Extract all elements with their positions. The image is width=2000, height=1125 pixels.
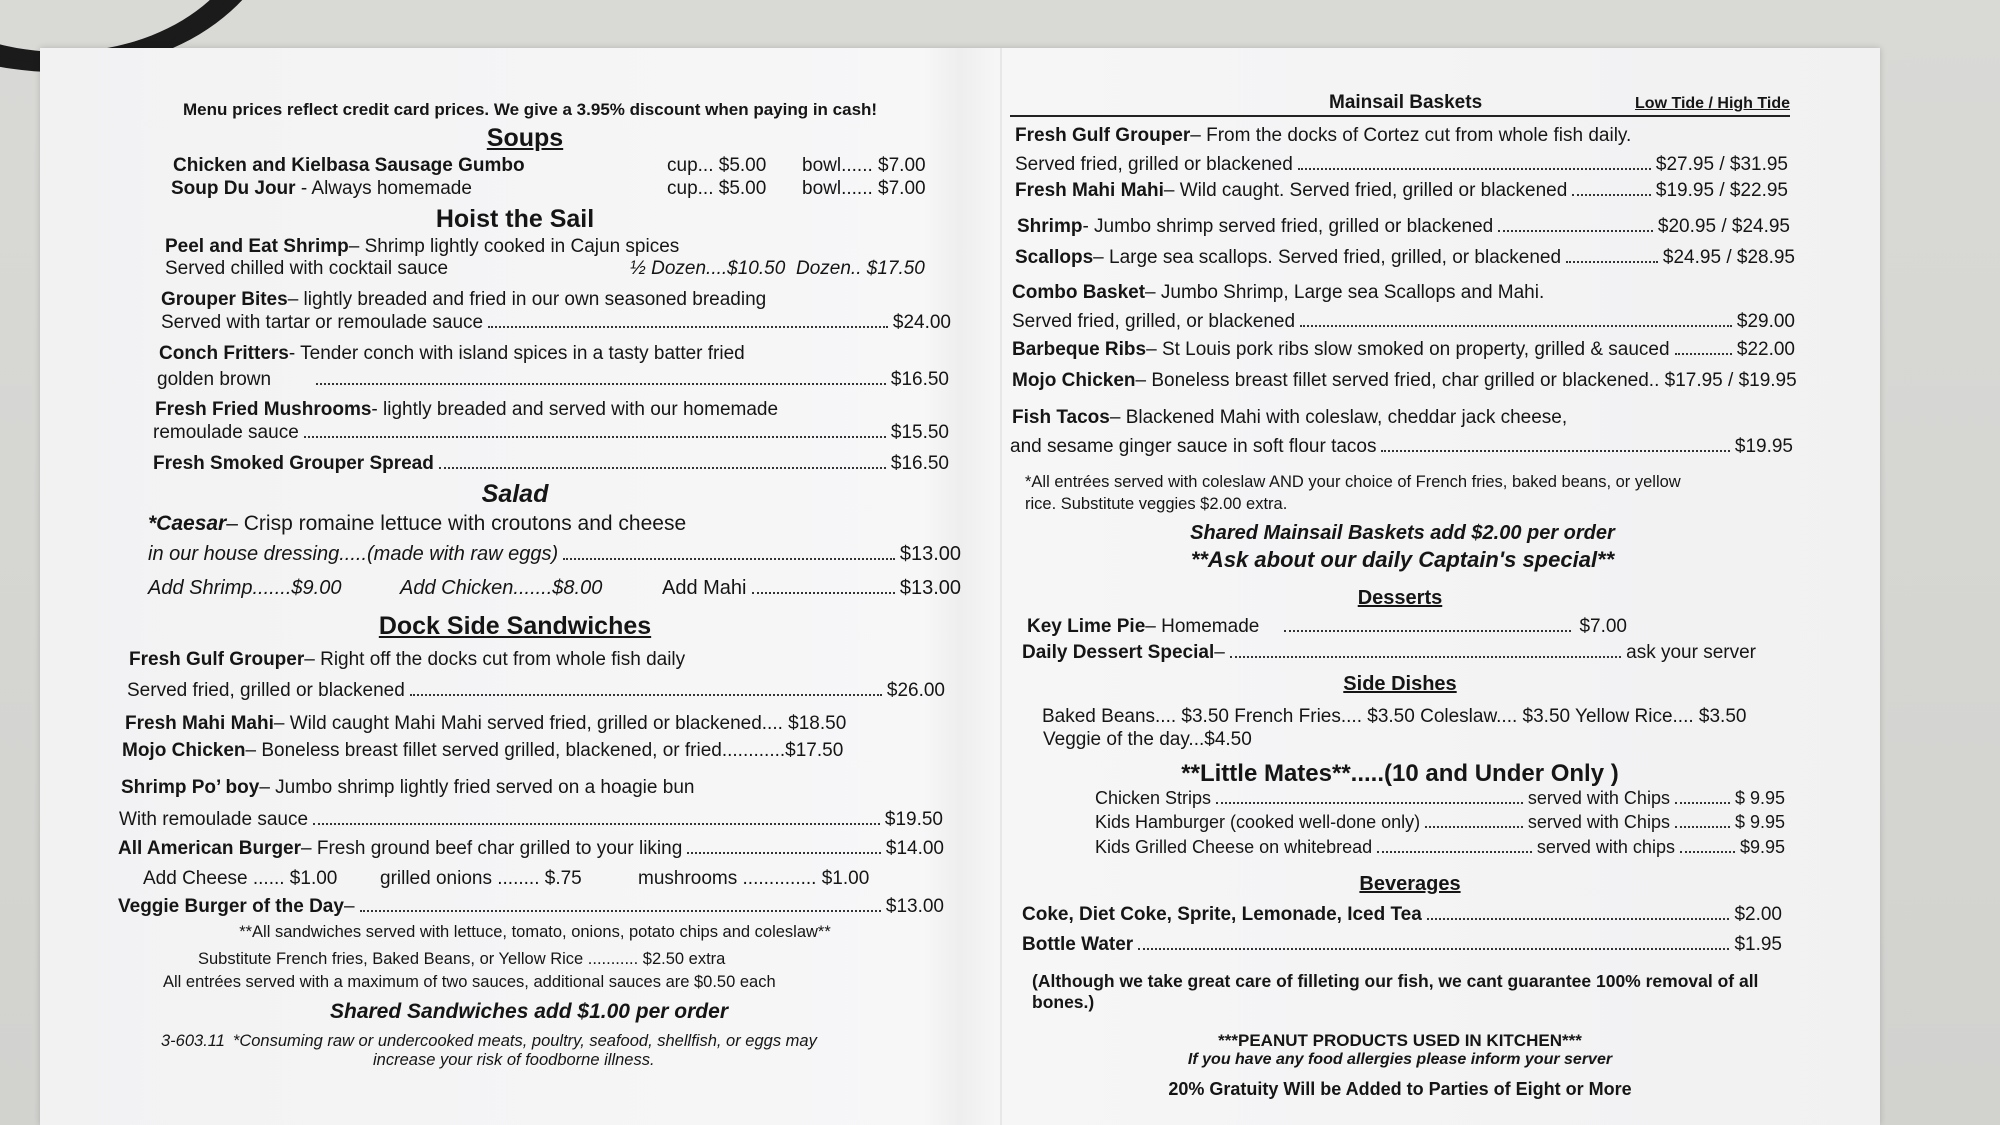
price: $22.00 — [1736, 339, 1795, 361]
sides-heading: Side Dishes — [1343, 673, 1457, 696]
price: $19.50 — [884, 808, 943, 830]
soup-cup-price: cup... $5.00 — [667, 155, 767, 176]
captains-special-note: **Ask about our daily Captain's special** — [1190, 546, 1615, 572]
price: $13.00 — [885, 896, 944, 918]
bones-disclaimer: (Although we take great care of filleting our fish, we cant guarantee 100% removal of all bones.) — [1032, 971, 1759, 1013]
salad-section — [148, 511, 961, 600]
beverages-heading: Beverages — [1359, 872, 1461, 895]
dozen-price: Dozen.. $17.50 — [796, 258, 925, 280]
menu-item-name: Barbeque Ribs – St Louis pork ribs slow smoked on property, grilled & sauced $22.00 — [1012, 339, 1795, 361]
menu-item-name: Daily Dessert Special – ask your server — [1022, 642, 1756, 664]
shared-baskets-note: Shared Mainsail Baskets add $2.00 per order — [1190, 521, 1615, 544]
baskets-header — [1010, 92, 1790, 117]
sides-list: Baked Beans.... $3.50 French Fries.... $3.50 Coleslaw.... $3.50 Yellow Rice.... $3.50 — [1042, 706, 1747, 728]
food-code: 3-603.11 — [161, 1032, 225, 1051]
menu-item-detail: Served fried, grilled or blackened $27.95 / $31.95 — [1015, 153, 1788, 175]
menu-item-detail: Served chilled with cocktail sauce ½ Dozen....$10.50 Dozen.. $17.50 — [165, 258, 925, 280]
tide-label: Low Tide / High Tide — [1635, 95, 1790, 112]
kids-list — [1095, 788, 1785, 859]
sandwich-note: **All sandwiches served with lettuce, tomato, onions, potato chips and coleslaw** — [239, 923, 831, 942]
salad-heading: Salad — [481, 479, 549, 508]
menu-item-name: Combo Basket – Jumbo Shrimp, Large sea Scallops and Mahi. — [1012, 281, 1545, 303]
menu-item-detail: With remoulade sauce $19.50 — [119, 808, 943, 830]
soup-bowl-price: bowl...... $7.00 — [802, 177, 926, 199]
left-column — [115, 52, 961, 1070]
menu-item-name: Peel and Eat Shrimp – Shrimp lightly cooked in Cajun spices — [165, 235, 680, 257]
soup-cup-price: cup... $5.00 — [667, 177, 767, 199]
soups-heading: Soups — [486, 124, 564, 152]
menu-item-name: Fresh Gulf Grouper – From the docks of Cortez cut from whole fish daily. — [1015, 124, 1632, 146]
menu-item-name: Shrimp Po’ boy – Jumbo shrimp lightly fried served on a hoagie bun — [121, 777, 695, 799]
price: $13.00 — [899, 542, 961, 565]
menu-item-name: Fresh Mahi Mahi – Wild caught. Served fried, grilled or blackened $19.95 / $22.95 — [1015, 180, 1788, 202]
soup-name: Soup Du Jour — [171, 177, 296, 199]
basket-note: *All entrées served with coleslaw AND your choice of French fries, baked beans, or yellow — [1025, 472, 1681, 491]
menu-item-detail: remoulade sauce $15.50 — [153, 422, 949, 444]
sauce-note: All entrées served with a maximum of two sauces, additional sauces are $0.50 each — [163, 973, 776, 992]
desserts-heading: Desserts — [1357, 586, 1443, 609]
allergy-note: If you have any food allergies please inform your server — [1187, 1051, 1613, 1069]
price: $ 9.95 — [1734, 812, 1785, 833]
menu-item-detail: Served fried, grilled, or blackened $29.00 — [1012, 310, 1795, 332]
cash-discount-notice: Menu prices reflect credit card prices. We give a 3.95% discount when paying in cash! — [183, 100, 878, 119]
soup-name: Chicken and Kielbasa Sausage Gumbo — [173, 155, 525, 176]
right-column — [1010, 92, 1810, 1100]
hoist-heading: Hoist the Sail — [435, 204, 595, 233]
salad-addons: Add Shrimp.......$9.00 Add Chicken.......$8.00 Add Mahi $13.00 — [148, 576, 961, 599]
baskets-list — [1010, 124, 1810, 573]
substitute-note: Substitute French fries, Baked Beans, or Yellow Rice ........... $2.50 extra — [198, 950, 726, 969]
price: $9.95 — [1739, 836, 1785, 857]
basket-note-line2: rice. Substitute veggies $2.00 extra. — [1025, 494, 1288, 513]
kids-item: Kids Hamburger (cooked well-done only) served with Chips $ 9.95 — [1095, 812, 1785, 833]
baskets-heading: Mainsail Baskets — [1329, 92, 1483, 113]
price: $15.50 — [890, 422, 949, 444]
soup-item — [173, 155, 955, 178]
menu-item-detail: Served with tartar or remoulade sauce $24.00 — [161, 311, 951, 333]
shared-sandwiches-note: Shared Sandwiches add $1.00 per order — [330, 1000, 728, 1024]
menu-item-name: Fresh Mahi Mahi – Wild caught Mahi Mahi served fried, grilled or blackened.... $18.50 — [125, 712, 847, 734]
price: $14.00 — [885, 837, 944, 859]
price: $24.95 / $28.95 — [1662, 246, 1795, 268]
price: $13.00 — [899, 576, 961, 599]
menu-item-name: Fresh Smoked Grouper Spread $16.50 — [153, 452, 949, 474]
soup-desc: - Always homemade — [295, 177, 472, 199]
menu-item-detail: in our house dressing.....(made with raw eggs) $13.00 — [148, 542, 961, 565]
sandwiches-list — [115, 649, 955, 1070]
soup-item — [171, 178, 955, 201]
price: $16.50 — [890, 452, 949, 474]
soup-bowl-price: bowl...... $7.00 — [802, 155, 926, 176]
kids-heading: **Little Mates**.....(10 and Under Only ) — [1181, 759, 1619, 787]
peanut-warning: ***PEANUT PRODUCTS USED IN KITCHEN*** — [1218, 1031, 1582, 1051]
price: $2.00 — [1734, 903, 1782, 925]
kids-item: Kids Grilled Cheese on whitebread served with chips $9.95 — [1095, 836, 1785, 857]
price: $24.00 — [892, 311, 951, 333]
menu-item-detail: and sesame ginger sauce in soft flour tacos $19.95 — [1010, 435, 1793, 457]
menu-item-name: Fresh Gulf Grouper – Right off the docks cut from whole fish daily — [129, 648, 686, 670]
menu-item-detail: golden brown $16.50 — [157, 368, 949, 390]
sandwiches-heading: Dock Side Sandwiches — [378, 611, 652, 640]
foodborne-warning-line2: increase your risk of foodborne illness. — [373, 1051, 655, 1070]
menu-item-name: Coke, Diet Coke, Sprite, Lemonade, Iced Tea $2.00 — [1022, 903, 1782, 925]
price: $19.95 / $22.95 — [1655, 180, 1788, 202]
price: $16.50 — [890, 368, 949, 390]
price: $29.00 — [1736, 310, 1795, 332]
price: $7.00 — [1579, 615, 1627, 637]
beverages-list — [1022, 904, 1782, 958]
menu-item-name: Fish Tacos – Blackened Mahi with coleslaw, cheddar jack cheese, — [1012, 406, 1568, 428]
menu-item-name: Key Lime Pie – Homemade $7.00 — [1027, 615, 1627, 637]
menu-item-name: Conch Fritters - Tender conch with island spices in a tasty batter fried — [159, 342, 745, 364]
price: $26.00 — [886, 679, 945, 701]
kids-item: Chicken Strips served with Chips $ 9.95 — [1095, 787, 1785, 808]
sides-veggie: Veggie of the day...$4.50 — [1043, 728, 1252, 750]
desserts-list — [1010, 616, 1810, 666]
price: $27.95 / $31.95 — [1655, 153, 1788, 175]
half-dozen-price: ½ Dozen....$10.50 — [630, 258, 786, 280]
menu-item-name: Veggie Burger of the Day – $13.00 — [118, 896, 944, 918]
menu-item-name: All American Burger – Fresh ground beef char grilled to your liking $14.00 — [118, 837, 944, 859]
menu-item-name: Bottle Water $1.95 — [1022, 934, 1782, 956]
menu-item-name: Scallops – Large sea scallops. Served fried, grilled, or blackened $24.95 / $28.95 — [1015, 246, 1795, 268]
menu-item-name: Mojo Chicken – Boneless breast fillet served grilled, blackened, or fried............$17.50 — [122, 740, 844, 762]
price: $ 9.95 — [1734, 787, 1785, 808]
price: $1.95 — [1734, 934, 1782, 956]
burger-addons: Add Cheese ...... $1.00 grilled onions ........ $.75 mushrooms .............. $1.00 — [143, 867, 870, 889]
menu-item-name: Fresh Fried Mushrooms - lightly breaded and served with our homemade — [155, 399, 779, 421]
price: $19.95 — [1734, 435, 1793, 457]
gratuity-note: 20% Gratuity Will be Added to Parties of Eight or More — [1168, 1079, 1632, 1100]
price: ask your server — [1626, 642, 1756, 664]
menu-item-name: Grouper Bites – lightly breaded and fried in our own seasoned breading — [161, 289, 767, 311]
menu-item-detail: Served fried, grilled or blackened $26.00 — [127, 679, 945, 701]
menu-item-name: *Caesar – Crisp romaine lettuce with croutons and cheese — [148, 511, 687, 535]
foodborne-warning: 3-603.11 *Consuming raw or undercooked meats, poultry, seafood, shellfish, or eggs may — [161, 1032, 817, 1051]
appetizers-list — [153, 235, 955, 476]
price: $20.95 / $24.95 — [1657, 216, 1790, 238]
menu-item-name: Shrimp - Jumbo shrimp served fried, grilled or blackened $20.95 / $24.95 — [1017, 216, 1790, 238]
soups-list — [115, 155, 955, 201]
menu-item-name: Mojo Chicken – Boneless breast fillet served fried, char grilled or blackened.. $17.95 / $19.95 — [1012, 370, 1797, 392]
